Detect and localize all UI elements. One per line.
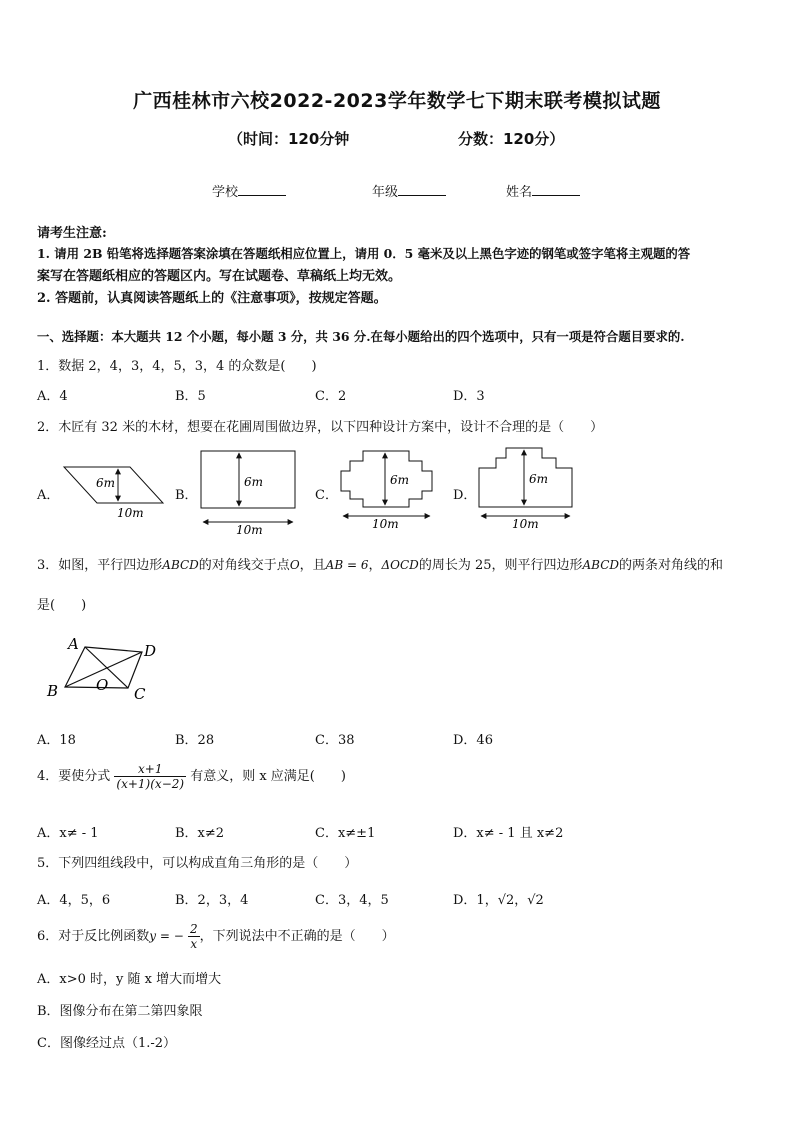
- q2-label-a: A．: [37, 488, 60, 503]
- q4-numerator: x+1: [114, 762, 186, 777]
- q2-d-width: 10m: [512, 517, 539, 531]
- q3-option-c: C．38: [315, 733, 355, 748]
- q3-option-d: D．46: [453, 733, 493, 748]
- q3-text-5: 的周长为 25，则平行四边形: [418, 558, 583, 573]
- q3-label-d: D: [144, 642, 157, 660]
- q2-a-width: 10m: [117, 506, 144, 520]
- name-blank: [532, 183, 580, 196]
- school-field: [212, 181, 286, 200]
- q3-triangle-ocd: ΔOCD: [381, 558, 419, 572]
- q2-label-d: D．: [453, 488, 477, 503]
- q4-denominator: (x+1)(x−2): [116, 777, 185, 791]
- q2-b-height: 6m: [244, 475, 264, 489]
- q2-d-height: 6m: [529, 472, 549, 486]
- q5-option-c: C．3，4，5: [315, 893, 389, 908]
- q3-point-o: O: [289, 558, 300, 572]
- exam-score: 分数：120分）: [458, 130, 565, 148]
- q3-option-a: A．18: [37, 733, 76, 748]
- q3-label-b: B: [47, 682, 59, 700]
- q6-option-a: A．x>0 时，y 随 x 增大而增大: [37, 972, 222, 987]
- q3-text-3: ，且: [299, 558, 326, 573]
- q4-option-d: D．x≠ - 1 且 x≠2: [453, 826, 564, 841]
- q1-option-d: D．3: [453, 389, 485, 404]
- q5-option-d: D．1，√2，√2: [453, 893, 544, 908]
- q3-label-o: O: [96, 676, 109, 694]
- q6-text-1: 6．对于反比例函数: [37, 929, 150, 944]
- q3-text-6: 的两条对角线的和: [619, 558, 724, 573]
- grade-label: 年级: [372, 185, 399, 200]
- q2-figure-a-parallelogram: [64, 467, 163, 520]
- q1-option-a: A．4: [37, 389, 68, 404]
- q6-stem: [37, 922, 395, 951]
- section-heading: 一、选择题：本大题共 12 个小题，每小题 3 分，共 36 分.在每小题给出的四个选项中，只有一项是符合题目要求的.: [37, 329, 685, 344]
- q2-b-width: 10m: [236, 523, 263, 537]
- q2-stem: 2．木匠有 32 米的木材，想要在花圃周围做边界，以下四种设计方案中，设计不合理的是（ ）: [37, 420, 604, 435]
- q5-option-b: B．2，3，4: [175, 893, 249, 908]
- q2-a-height: 6m: [96, 476, 116, 490]
- name-field: [506, 181, 580, 200]
- q3-stem-line-1: [37, 554, 723, 573]
- q4-text-1: 4．要使分式: [37, 769, 111, 784]
- q6-option-b: B．图像分布在第二第四象限: [37, 1004, 203, 1019]
- notice-line-1b: 案写在答题纸相应的答题区内。写在试题卷、草稿纸上均无效。: [37, 269, 402, 284]
- q3-abcd-2: ABCD: [582, 558, 620, 572]
- q3-parallelogram-figure: [40, 630, 170, 710]
- q1-option-b: B．5: [175, 389, 206, 404]
- q4-fraction: [114, 762, 186, 791]
- exam-time: （时间：120分钟: [228, 130, 350, 148]
- q3-label-c: C: [134, 685, 146, 703]
- q1-stem: 1．数据 2，4，3，4，5，3，4 的众数是( ): [37, 359, 317, 374]
- notice-line-1a: 1. 请用 2B 铅笔将选择题答案涂填在答题纸相应位置上，请用 0．5 毫米及以上黑色字迹的钢笔或签字笔将主观题的答: [37, 246, 691, 261]
- q4-stem: [37, 762, 346, 791]
- q3-stem-line-2: 是( ): [37, 598, 87, 613]
- q3-text-4: ，: [368, 558, 382, 573]
- q2-c-height: 6m: [390, 473, 410, 487]
- q2-figure-b-rectangle: [201, 451, 295, 537]
- q2-figure-c-cross: [341, 451, 432, 531]
- q4-text-2: 有意义，则 x 应满足( ): [190, 769, 346, 784]
- q2-figures: [0, 440, 794, 540]
- q6-numerator: 2: [189, 922, 198, 936]
- q2-c-width: 10m: [372, 517, 399, 531]
- q5-stem: 5．下列四组线段中，可以构成直角三角形的是（ ）: [37, 856, 358, 871]
- q4-option-c: C．x≠±1: [315, 826, 376, 841]
- name-label: 姓名: [506, 185, 533, 200]
- grade-field: [372, 181, 446, 200]
- q2-figure-d-tower: [479, 448, 572, 531]
- q2-label-c: C．: [315, 488, 338, 503]
- q6-denominator: x: [190, 937, 198, 951]
- q1-option-c: C．2: [315, 389, 347, 404]
- q6-fraction: [188, 922, 200, 951]
- q3-text-2: 的对角线交于点: [198, 558, 290, 573]
- q3-option-b: B．28: [175, 733, 215, 748]
- q3-ab-eq: AB = 6: [325, 558, 369, 572]
- q6-function: y = −: [149, 929, 184, 943]
- notice-heading: 请考生注意:: [37, 226, 107, 241]
- q6-option-c: C．图像经过点（1.-2）: [37, 1036, 177, 1051]
- exam-title: 广西桂林市六校2022-2023学年数学七下期末联考模拟试题: [133, 90, 661, 112]
- q2-label-b: B．: [175, 488, 198, 503]
- q3-abcd-1: ABCD: [162, 558, 199, 572]
- q4-option-b: B．x≠2: [175, 826, 225, 841]
- q5-option-a: A．4，5，6: [37, 893, 111, 908]
- school-label: 学校: [212, 185, 239, 200]
- q6-text-2: ，下列说法中不正确的是（ ）: [199, 929, 395, 944]
- q3-text-1: 3．如图，平行四边形: [37, 558, 163, 573]
- grade-blank: [398, 183, 446, 196]
- notice-line-2: 2. 答题前，认真阅读答题纸上的《注意事项》，按规定答题。: [37, 291, 387, 306]
- q4-option-a: A．x≠ - 1: [37, 826, 99, 841]
- q3-label-a: A: [68, 635, 79, 653]
- school-blank: [238, 183, 286, 196]
